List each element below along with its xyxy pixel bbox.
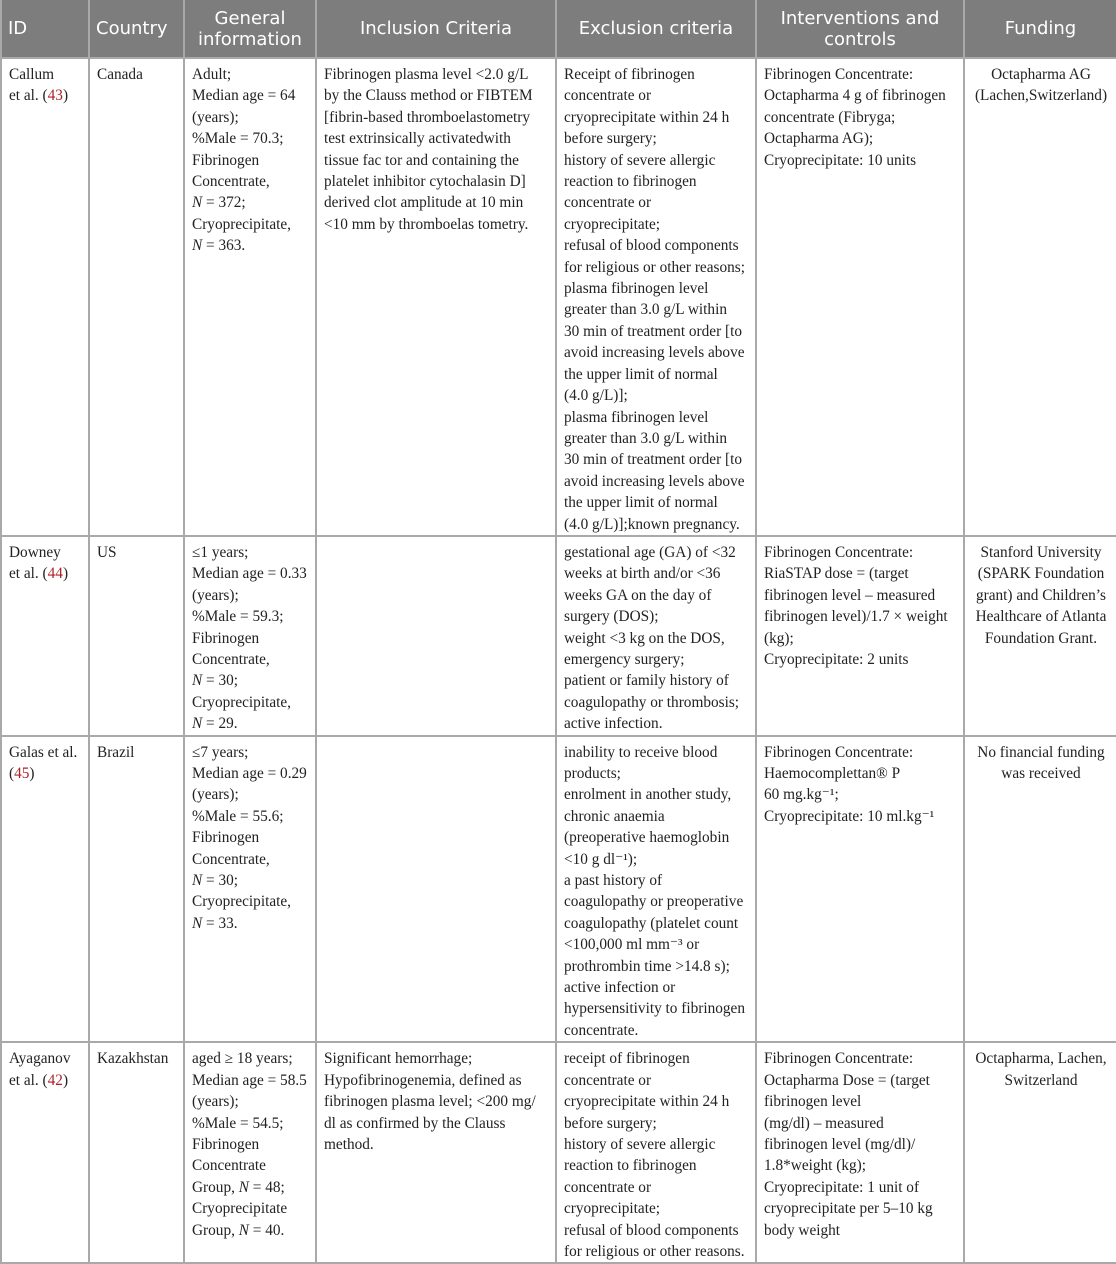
cell-line: by the Clauss method or FIBTEM bbox=[324, 87, 533, 105]
cell-line: Foundation Grant. bbox=[984, 629, 1098, 647]
cell-line: Cryoprecipitate: 2 units bbox=[764, 650, 909, 668]
cell-line: tissue fac tor and containing the bbox=[324, 151, 519, 169]
country-text: Canada bbox=[97, 66, 143, 83]
reference-link[interactable]: 43 bbox=[47, 87, 63, 105]
cell-line: Significant hemorrhage; bbox=[324, 1050, 473, 1068]
cell-line: Octapharma AG bbox=[991, 66, 1091, 83]
sample-size-line: N = 33. bbox=[192, 914, 238, 932]
cell-line: (SPARK Foundation bbox=[977, 565, 1105, 583]
cell-line: fibrinogen level)/1.7 × weight bbox=[764, 608, 948, 626]
cell-country bbox=[89, 736, 184, 1043]
citation-suffix: ) bbox=[29, 765, 35, 782]
table-row bbox=[1, 536, 1116, 736]
cell-line: the upper limit of normal bbox=[564, 365, 718, 383]
cell-line: Switzerland bbox=[1004, 1071, 1078, 1089]
cell-line: history of severe allergic bbox=[564, 1135, 716, 1153]
header-country: Country bbox=[89, 0, 184, 58]
cell-line: grant) and Children’s bbox=[976, 586, 1106, 604]
cell-funding bbox=[964, 1042, 1116, 1263]
cell-line: cryoprecipitate; bbox=[564, 215, 660, 233]
cell-line: (years); bbox=[192, 1093, 239, 1111]
cell-line: Fibrinogen bbox=[192, 629, 260, 647]
cell-line: cryoprecipitate within 24 h bbox=[564, 108, 730, 126]
cell-line: [fibrin-based thromboelastometry bbox=[324, 108, 531, 126]
header-general-information: General information bbox=[184, 0, 316, 58]
cell-line: 1.8*weight (kg); bbox=[764, 1157, 866, 1175]
cell-line: 30 min of treatment order [to bbox=[564, 451, 742, 469]
cell-line: history of severe allergic bbox=[564, 151, 716, 169]
header-inclusion-criteria: Inclusion Criteria bbox=[316, 0, 556, 58]
country-text: Kazakhstan bbox=[97, 1050, 169, 1068]
cell-line: (kg); bbox=[764, 629, 794, 647]
cell-funding bbox=[964, 736, 1116, 1043]
sample-size-line: N = 372; bbox=[192, 194, 246, 212]
study-author: Galas et al. bbox=[9, 743, 78, 761]
cell-exclusion-criteria bbox=[556, 736, 756, 1043]
cell-id bbox=[1, 736, 89, 1043]
country-text: Brazil bbox=[97, 743, 135, 761]
cell-line: concentrate. bbox=[564, 1021, 639, 1039]
study-citation bbox=[9, 85, 82, 106]
header-id: ID bbox=[1, 0, 89, 58]
cell-funding bbox=[964, 58, 1116, 536]
cell-line: Cryoprecipitate bbox=[192, 1200, 288, 1218]
cell-line: cryoprecipitate per 5–10 kg bbox=[764, 1200, 933, 1218]
cell-line: Stanford University bbox=[980, 543, 1102, 561]
cell-interventions bbox=[756, 58, 964, 536]
cell-line: emergency surgery; bbox=[564, 650, 685, 668]
cell-id bbox=[1, 536, 89, 736]
cell-line: Median age = 0.33 bbox=[192, 565, 307, 583]
table-row bbox=[1, 58, 1116, 536]
header-interventions: Interventions and controls bbox=[756, 0, 964, 58]
study-citation bbox=[9, 563, 82, 584]
cell-line: reaction to fibrinogen bbox=[564, 173, 697, 191]
cell-line: chronic anaemia bbox=[564, 807, 665, 825]
header-row bbox=[1, 0, 1116, 58]
cell-line: ≤1 years; bbox=[192, 543, 249, 561]
country-text: US bbox=[97, 543, 117, 561]
citation-prefix: ( bbox=[9, 765, 15, 782]
cell-exclusion-criteria bbox=[556, 1042, 756, 1263]
sample-size-line: N = 29. bbox=[192, 715, 238, 733]
cell-country bbox=[89, 536, 184, 736]
citation-prefix: et al. ( bbox=[9, 1071, 48, 1089]
cell-line: refusal of blood components bbox=[564, 1221, 739, 1239]
cell-line: (preoperative haemoglobin bbox=[564, 829, 730, 847]
cell-line: for religious or other reasons; bbox=[564, 258, 745, 276]
cell-line: active infection or bbox=[564, 979, 676, 997]
study-author: Downey bbox=[9, 543, 61, 561]
cell-line: %Male = 70.3; bbox=[192, 130, 284, 148]
cell-general-information bbox=[184, 58, 316, 536]
cell-line: Fibrinogen Concentrate: bbox=[764, 66, 914, 83]
header-exclusion-criteria: Exclusion criteria bbox=[556, 0, 756, 58]
cell-line: <100,000 ml mm⁻³ or bbox=[564, 936, 700, 954]
cell-exclusion-criteria bbox=[556, 536, 756, 736]
cell-line: dl as confirmed by the Clauss bbox=[324, 1114, 506, 1132]
sample-size-line: Group, N = 40. bbox=[192, 1221, 285, 1239]
cell-line: weeks at birth and/or <36 bbox=[564, 565, 721, 583]
cell-line: products; bbox=[564, 765, 621, 782]
reference-link[interactable]: 45 bbox=[14, 765, 30, 782]
cell-line: No financial funding bbox=[977, 743, 1105, 761]
sample-size-line: N = 363. bbox=[192, 237, 246, 255]
cell-line: concentrate or bbox=[564, 194, 652, 212]
cell-line: Octapharma Dose = (target bbox=[764, 1071, 930, 1089]
cell-line: for religious or other reasons. bbox=[564, 1242, 745, 1260]
cell-line: coagulopathy (platelet count bbox=[564, 914, 739, 932]
cell-line: body weight bbox=[764, 1221, 841, 1239]
cell-general-information bbox=[184, 736, 316, 1043]
cell-line: Fibrinogen Concentrate: bbox=[764, 743, 914, 761]
cell-line: plasma fibrinogen level bbox=[564, 408, 709, 426]
cell-line: Octapharma AG); bbox=[764, 130, 874, 148]
sample-size-line: N = 30; bbox=[192, 672, 239, 690]
cell-line: avoid increasing levels above bbox=[564, 344, 745, 362]
table-row bbox=[1, 736, 1116, 1043]
cell-line: fibrinogen level bbox=[764, 1093, 862, 1111]
table-row bbox=[1, 1042, 1116, 1263]
citation-suffix: ) bbox=[62, 87, 69, 105]
cell-line: fibrinogen level – measured bbox=[764, 586, 936, 604]
cell-general-information bbox=[184, 1042, 316, 1263]
cell-line: reaction to fibrinogen bbox=[564, 1157, 697, 1175]
cell-line: (Lachen,Switzerland) bbox=[974, 87, 1108, 105]
cell-line: coagulopathy or thrombosis; bbox=[564, 693, 740, 711]
cell-line: before surgery; bbox=[564, 1114, 657, 1132]
cell-line: aged ≥ 18 years; bbox=[192, 1050, 293, 1068]
cell-line: %Male = 59.3; bbox=[192, 608, 284, 626]
cell-line: Concentrate, bbox=[192, 850, 270, 868]
cell-line: a past history of bbox=[564, 872, 663, 890]
reference-link[interactable]: 42 bbox=[47, 1071, 63, 1089]
cell-line: Receipt of fibrinogen bbox=[564, 66, 695, 83]
cell-interventions bbox=[756, 536, 964, 736]
cell-line: (years); bbox=[192, 586, 239, 604]
cell-line: hypersensitivity to fibrinogen bbox=[564, 1000, 745, 1018]
cell-inclusion-criteria bbox=[316, 736, 556, 1043]
cell-line: coagulopathy or preoperative bbox=[564, 893, 744, 911]
cell-line: (4.0 g/L)];known pregnancy. bbox=[564, 515, 740, 533]
cell-line: concentrate or bbox=[564, 87, 652, 105]
cell-line: Median age = 64 bbox=[192, 87, 296, 105]
header-funding: Funding bbox=[964, 0, 1116, 58]
cell-line: active infection. bbox=[564, 715, 663, 733]
cell-line: (years); bbox=[192, 108, 239, 126]
cell-line: Fibrinogen bbox=[192, 829, 260, 847]
cell-line: Cryoprecipitate, bbox=[192, 693, 291, 711]
cell-line: weeks GA on the day of bbox=[564, 586, 712, 604]
cell-line: Cryoprecipitate, bbox=[192, 215, 291, 233]
cell-line: was received bbox=[1001, 765, 1081, 782]
cell-line: Fibrinogen plasma level <2.0 g/L bbox=[324, 66, 529, 83]
sample-size-line: Group, N = 48; bbox=[192, 1178, 285, 1196]
cell-id bbox=[1, 1042, 89, 1263]
cell-country bbox=[89, 1042, 184, 1263]
cell-interventions bbox=[756, 1042, 964, 1263]
cell-line: Fibrinogen bbox=[192, 151, 260, 169]
cell-line: cryoprecipitate within 24 h bbox=[564, 1093, 730, 1111]
reference-link[interactable]: 44 bbox=[47, 565, 63, 583]
cell-line: Octapharma, Lachen, bbox=[975, 1050, 1107, 1068]
cell-line: Concentrate, bbox=[192, 173, 270, 191]
cell-line: method. bbox=[324, 1135, 374, 1153]
cell-line: receipt of fibrinogen bbox=[564, 1050, 690, 1068]
cell-inclusion-criteria bbox=[316, 58, 556, 536]
study-author: Callum bbox=[9, 66, 55, 83]
cell-line: surgery (DOS); bbox=[564, 608, 659, 626]
cell-interventions bbox=[756, 736, 964, 1043]
cell-line: Median age = 58.5 bbox=[192, 1071, 307, 1089]
cell-line: RiaSTAP dose = (target bbox=[764, 565, 909, 583]
cell-line: (4.0 g/L)]; bbox=[564, 387, 628, 405]
cell-line: gestational age (GA) of <32 bbox=[564, 543, 736, 561]
cell-line: prothrombin time >14.8 s); bbox=[564, 957, 730, 975]
cell-line: Cryoprecipitate: 1 unit of bbox=[764, 1178, 920, 1196]
cell-line: plasma fibrinogen level bbox=[564, 280, 709, 298]
study-citation bbox=[9, 763, 82, 784]
cell-line: Healthcare of Atlanta bbox=[975, 608, 1107, 626]
table-body bbox=[1, 58, 1116, 1263]
cell-inclusion-criteria bbox=[316, 1042, 556, 1263]
cell-line: (years); bbox=[192, 786, 239, 804]
cell-line: concentrate (Fibryga; bbox=[764, 108, 896, 126]
cell-line: 60 mg.kg⁻¹; bbox=[764, 786, 839, 804]
cell-line: ≤7 years; bbox=[192, 743, 249, 761]
cell-general-information bbox=[184, 536, 316, 736]
cell-line: concentrate or bbox=[564, 1178, 652, 1196]
cell-line: test extrinsically activatedwith bbox=[324, 130, 511, 148]
cell-line: Adult; bbox=[192, 66, 232, 83]
cell-country bbox=[89, 58, 184, 536]
cell-line: greater than 3.0 g/L within bbox=[564, 429, 727, 447]
cell-line: Hypofibrinogenemia, defined as bbox=[324, 1071, 522, 1089]
cell-line: Cryoprecipitate, bbox=[192, 893, 291, 911]
cell-line: Cryoprecipitate: 10 units bbox=[764, 151, 917, 169]
citation-prefix: et al. ( bbox=[9, 565, 48, 583]
cell-line: Haemocomplettan® P bbox=[764, 765, 901, 782]
cell-line: Octapharma 4 g of fibrinogen bbox=[764, 87, 946, 105]
cell-line: Fibrinogen Concentrate: bbox=[764, 1050, 914, 1068]
citation-suffix: ) bbox=[62, 565, 69, 583]
cell-line: enrolment in another study, bbox=[564, 786, 732, 804]
cell-line: Median age = 0.29 bbox=[192, 765, 307, 782]
cell-line: <10 mm by thromboelas tometry. bbox=[324, 215, 529, 233]
cell-line: <10 g dl⁻¹); bbox=[564, 850, 638, 868]
cell-line: before surgery; bbox=[564, 130, 657, 148]
cell-exclusion-criteria bbox=[556, 58, 756, 536]
cell-line: platelet inhibitor cytochalasin D] bbox=[324, 173, 526, 191]
cell-line: fibrinogen plasma level; <200 mg/ bbox=[324, 1093, 536, 1111]
cell-id bbox=[1, 58, 89, 536]
cell-inclusion-criteria bbox=[316, 536, 556, 736]
cell-line: inability to receive blood bbox=[564, 743, 718, 761]
cell-line: avoid increasing levels above bbox=[564, 472, 745, 490]
cell-line: refusal of blood components bbox=[564, 237, 739, 255]
cell-line: concentrate or bbox=[564, 1071, 652, 1089]
study-citation bbox=[9, 1070, 82, 1091]
sample-size-line: N = 30; bbox=[192, 872, 239, 890]
cell-line: derived clot amplitude at 10 min bbox=[324, 194, 524, 212]
cell-line: greater than 3.0 g/L within bbox=[564, 301, 727, 319]
cell-line: Fibrinogen bbox=[192, 1135, 260, 1153]
cell-line: the upper limit of normal bbox=[564, 494, 718, 512]
cell-funding bbox=[964, 536, 1116, 736]
cell-line: Concentrate, bbox=[192, 650, 270, 668]
cell-line: Fibrinogen Concentrate: bbox=[764, 543, 914, 561]
cell-line: %Male = 54.5; bbox=[192, 1114, 284, 1132]
cell-line: fibrinogen level (mg/dl)/ bbox=[764, 1135, 916, 1153]
cell-line: 30 min of treatment order [to bbox=[564, 322, 742, 340]
cell-line: Concentrate bbox=[192, 1157, 266, 1175]
cell-line: weight <3 kg on the DOS, bbox=[564, 629, 725, 647]
cell-line: patient or family history of bbox=[564, 672, 729, 690]
citation-suffix: ) bbox=[62, 1071, 69, 1089]
cell-line: Cryoprecipitate: 10 ml.kg⁻¹ bbox=[764, 807, 935, 825]
cell-line: %Male = 55.6; bbox=[192, 807, 284, 825]
cell-line: cryoprecipitate; bbox=[564, 1200, 660, 1218]
cell-line: (mg/dl) – measured bbox=[764, 1114, 884, 1132]
study-author: Ayaganov bbox=[9, 1050, 71, 1068]
citation-prefix: et al. ( bbox=[9, 87, 48, 105]
